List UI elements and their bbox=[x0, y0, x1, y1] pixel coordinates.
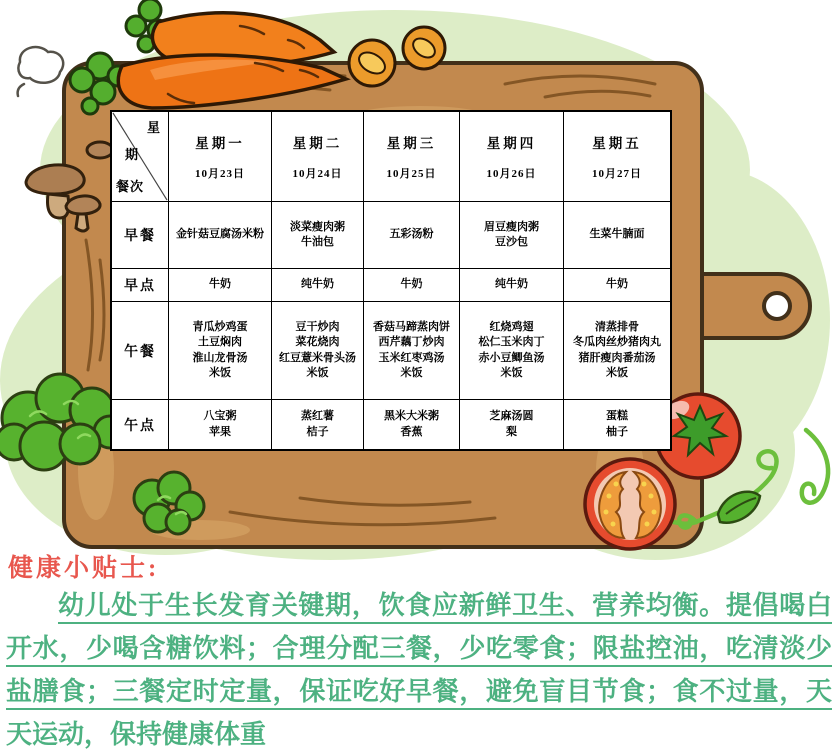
menu-cell-breakfast-day-5 bbox=[564, 202, 670, 269]
day-header-1 bbox=[169, 112, 272, 202]
tip-line-1 bbox=[6, 586, 832, 629]
menu-cell-morning-snack-day-3 bbox=[364, 269, 460, 302]
menu-item: 五彩汤粉 bbox=[389, 228, 434, 241]
menu-item: 纯牛奶 bbox=[495, 278, 528, 291]
menu-line bbox=[176, 227, 264, 243]
menu-item: 红豆薏米骨头汤 bbox=[279, 351, 356, 364]
menu-line bbox=[198, 335, 242, 351]
tip-line-3 bbox=[6, 672, 832, 715]
menu-line bbox=[296, 335, 340, 351]
menu-cell-afternoon-snack-day-1 bbox=[169, 400, 272, 449]
menu-line bbox=[595, 320, 639, 336]
menu-line bbox=[379, 351, 445, 367]
menu-cell-lunch-day-2 bbox=[272, 302, 364, 400]
menu-item: 黑米大米粥 bbox=[384, 410, 439, 422]
day-date: 10月24日 bbox=[292, 168, 343, 180]
menu-item: 香蕉 bbox=[400, 425, 423, 438]
menu-line bbox=[193, 351, 248, 367]
menu-item: 猪肝瘦肉番茄汤 bbox=[578, 351, 656, 364]
menu-item: 青瓜炒鸡蛋 bbox=[192, 320, 248, 333]
menu-item: 苹果 bbox=[209, 425, 231, 438]
cloud-icon bbox=[18, 47, 64, 96]
menu-line bbox=[209, 277, 231, 293]
menu-cell-morning-snack-day-5 bbox=[564, 269, 670, 302]
menu-line bbox=[279, 351, 356, 367]
row-label-lunch bbox=[112, 302, 169, 400]
corner-meal-label: 餐次 bbox=[116, 179, 145, 194]
menu-item: 菜花烧肉 bbox=[295, 336, 340, 348]
menu-item: 蒸红薯 bbox=[301, 410, 334, 422]
menu-cell-afternoon-snack-day-3 bbox=[364, 400, 460, 449]
menu-line bbox=[606, 409, 628, 425]
tip-line-text: 开水，少喝含糖饮料；合理分配三餐，少吃零食；限盐控油，吃清淡少 bbox=[6, 634, 832, 663]
day-date: 10月23日 bbox=[195, 168, 245, 180]
menu-item: 牛奶 bbox=[606, 278, 628, 291]
menu-line bbox=[506, 425, 517, 441]
tips-title: 健康小贴士: bbox=[8, 555, 160, 582]
menu-item: 红烧鸡翅 bbox=[489, 320, 534, 333]
menu-line bbox=[209, 366, 231, 382]
day-name: 星期五 bbox=[592, 136, 642, 151]
menu-item: 豆干炒肉 bbox=[295, 320, 340, 333]
row-label-morning-snack bbox=[112, 269, 169, 302]
menu-cell-afternoon-snack-day-5 bbox=[564, 400, 670, 449]
menu-line bbox=[390, 227, 434, 243]
tip-line-2 bbox=[6, 629, 832, 672]
menu-item: 淮山龙骨汤 bbox=[192, 351, 248, 364]
menu-line bbox=[307, 425, 329, 441]
menu-item: 西芹藕丁炒肉 bbox=[378, 336, 445, 348]
menu-item: 土豆焖肉 bbox=[198, 336, 242, 348]
menu-line bbox=[479, 351, 545, 367]
corner-week-char-2: 期 bbox=[125, 147, 139, 162]
menu-line bbox=[606, 366, 628, 382]
menu-line bbox=[590, 227, 645, 243]
menu-item: 牛奶 bbox=[209, 278, 231, 291]
menu-line bbox=[373, 320, 450, 336]
menu-line bbox=[290, 220, 345, 236]
menu-item: 生菜牛腩面 bbox=[589, 228, 645, 241]
menu-item: 牛油包 bbox=[301, 236, 334, 248]
menu-item: 柚子 bbox=[606, 425, 628, 438]
menu-line bbox=[484, 220, 539, 236]
menu-line bbox=[501, 366, 523, 382]
tip-line-text: 盐膳食；三餐定时定量，保证吃好早餐，避免盲目节食；食不过量，天 bbox=[6, 677, 832, 706]
menu-cell-afternoon-snack-day-4 bbox=[460, 400, 564, 449]
menu-line bbox=[401, 277, 423, 293]
row-label-text: 午点 bbox=[124, 418, 156, 434]
menu-cell-lunch-day-1 bbox=[169, 302, 272, 400]
menu-cell-lunch-day-5 bbox=[564, 302, 670, 400]
table-corner-cell bbox=[112, 112, 169, 202]
day-header-5 bbox=[564, 112, 670, 202]
menu-item: 眉豆瘦肉粥 bbox=[484, 220, 539, 233]
menu-line bbox=[479, 335, 545, 351]
menu-line bbox=[579, 351, 656, 367]
menu-item: 米饭 bbox=[606, 367, 628, 379]
menu-item: 赤小豆鲫鱼汤 bbox=[478, 351, 545, 364]
row-label-text: 早点 bbox=[124, 279, 156, 294]
menu-item: 桔子 bbox=[306, 425, 329, 438]
menu-line bbox=[301, 409, 334, 425]
menu-cell-lunch-day-3 bbox=[364, 302, 460, 400]
menu-item: 冬瓜肉丝炒猪肉丸 bbox=[573, 336, 661, 348]
menu-line bbox=[401, 425, 423, 441]
menu-line bbox=[209, 425, 231, 441]
menu-item: 米饭 bbox=[306, 367, 329, 379]
day-name: 星期二 bbox=[292, 136, 343, 151]
day-header-4 bbox=[460, 112, 564, 202]
menu-line bbox=[606, 425, 628, 441]
tip-line-text: 幼儿处于生长发育关键期，饮食应新鲜卫生、营养均衡。提倡喝白 bbox=[58, 591, 832, 620]
menu-table bbox=[110, 110, 672, 451]
day-name: 星期四 bbox=[486, 136, 537, 151]
menu-cell-morning-snack-day-4 bbox=[460, 269, 564, 302]
menu-item: 米饭 bbox=[209, 367, 231, 379]
menu-item: 香菇马蹄蒸肉饼 bbox=[373, 320, 450, 333]
menu-item: 纯牛奶 bbox=[301, 278, 334, 291]
menu-item: 淡菜瘦肉粥 bbox=[290, 220, 345, 233]
row-label-text: 早餐 bbox=[124, 229, 156, 244]
menu-line bbox=[490, 409, 534, 425]
tips-body bbox=[6, 586, 832, 751]
menu-cell-morning-snack-day-1 bbox=[169, 269, 272, 302]
day-header-3 bbox=[364, 112, 460, 202]
menu-cell-afternoon-snack-day-2 bbox=[272, 400, 364, 449]
menu-line bbox=[193, 320, 248, 336]
menu-line bbox=[296, 320, 340, 336]
menu-line bbox=[606, 277, 628, 293]
day-date: 10月26日 bbox=[486, 168, 537, 180]
menu-item: 米饭 bbox=[500, 367, 523, 379]
menu-cell-breakfast-day-4 bbox=[460, 202, 564, 269]
menu-cell-lunch-day-4 bbox=[460, 302, 564, 400]
menu-item: 玉米红枣鸡汤 bbox=[378, 351, 445, 364]
menu-cell-morning-snack-day-2 bbox=[272, 269, 364, 302]
menu-line bbox=[379, 335, 445, 351]
menu-line bbox=[307, 366, 329, 382]
menu-line bbox=[495, 235, 528, 251]
menu-item: 米饭 bbox=[400, 367, 423, 379]
menu-cell-breakfast-day-3 bbox=[364, 202, 460, 269]
row-label-breakfast bbox=[112, 202, 169, 269]
menu-item: 梨 bbox=[506, 425, 517, 438]
menu-line bbox=[401, 366, 423, 382]
row-label-text: 午餐 bbox=[124, 344, 156, 360]
tip-line-text: 天运动，保持健康体重 bbox=[6, 720, 267, 749]
day-name: 星期三 bbox=[386, 136, 437, 151]
day-header-2 bbox=[272, 112, 364, 202]
menu-cell-breakfast-day-1 bbox=[169, 202, 272, 269]
day-date: 10月25日 bbox=[386, 168, 437, 180]
menu-line bbox=[384, 409, 439, 425]
menu-item: 芝麻汤圆 bbox=[489, 410, 534, 422]
menu-item: 豆沙包 bbox=[495, 236, 528, 248]
menu-cell-breakfast-day-2 bbox=[272, 202, 364, 269]
day-name: 星期一 bbox=[195, 136, 245, 151]
row-label-afternoon-snack bbox=[112, 400, 169, 449]
menu-line bbox=[301, 277, 334, 293]
menu-item: 清蒸排骨 bbox=[595, 320, 639, 333]
menu-item: 蛋糕 bbox=[606, 410, 628, 422]
menu-item: 金针菇豆腐汤米粉 bbox=[176, 228, 264, 241]
menu-line bbox=[301, 235, 334, 251]
tip-line-4 bbox=[6, 715, 832, 751]
menu-item: 牛奶 bbox=[400, 278, 423, 291]
menu-line bbox=[495, 277, 528, 293]
corner-week-char-1: 星 bbox=[146, 120, 160, 135]
menu-line bbox=[573, 335, 661, 351]
menu-line bbox=[204, 409, 237, 425]
day-date: 10月27日 bbox=[592, 168, 642, 180]
tomato-half-icon bbox=[585, 459, 675, 549]
menu-item: 八宝粥 bbox=[203, 410, 237, 422]
menu-item: 松仁玉米肉丁 bbox=[478, 336, 545, 348]
menu-line bbox=[490, 320, 534, 336]
